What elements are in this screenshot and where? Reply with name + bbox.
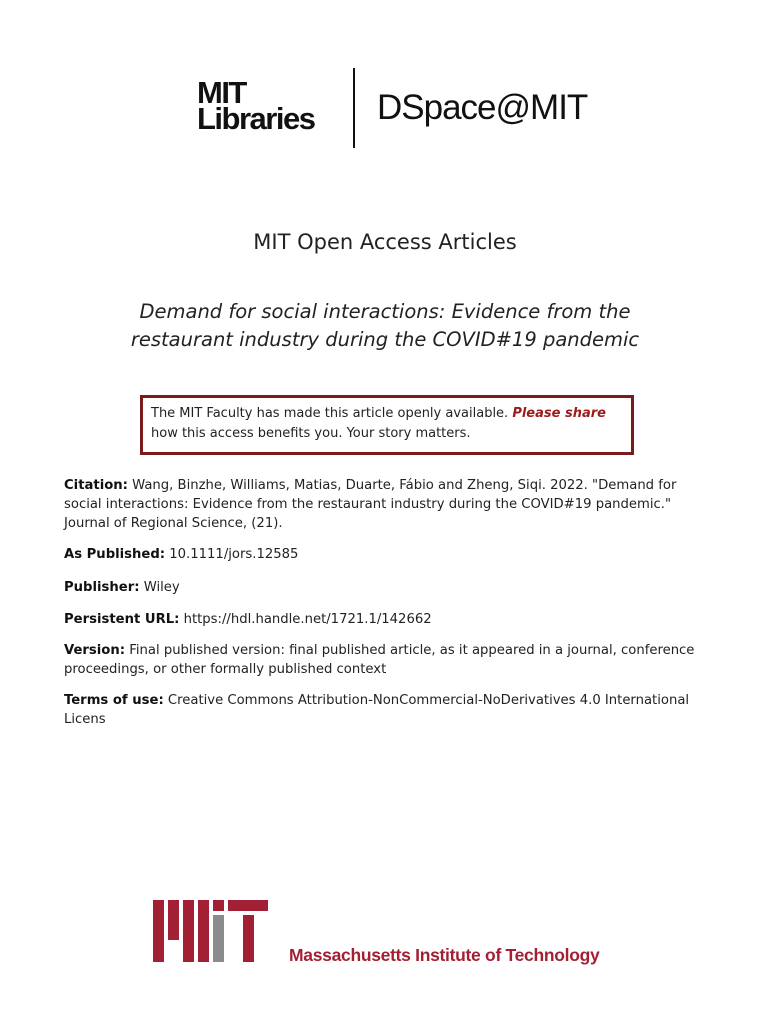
version-value: Final published version: final published article, as it appeared in a journal, conference proceedings, or other formally published context [64, 643, 695, 677]
logo-bar-m2 [168, 900, 179, 940]
logo-bar-t-top [228, 900, 268, 911]
dspace-logo: DSpace@MIT [377, 88, 588, 127]
citation [64, 476, 714, 533]
publisher [64, 578, 714, 597]
share-text-after: how this access benefits you. Your story matters. [151, 426, 471, 441]
article-title-line-2: restaurant industry during the COVID#19 pandemic [130, 328, 640, 351]
persistent-url [64, 610, 714, 629]
logo-bar-i [198, 900, 209, 962]
logo-bar-m3 [183, 900, 194, 962]
share-box [140, 395, 634, 455]
publisher-label: Publisher: [64, 580, 140, 595]
persistent-url-link[interactable]: https://hdl.handle.net/1721.1/142662 [183, 612, 432, 627]
publisher-value: Wiley [143, 580, 180, 595]
terms-of-use [64, 691, 714, 729]
logo-mit-text: MIT [197, 75, 246, 110]
logo-grey-bar [213, 915, 224, 962]
citation-value: Wang, Binzhe, Williams, Matias, Duarte, Fábio and Zheng, Siqi. 2022. "Demand for social interactions: Evidence from the restaurant industry during the COVID#19 pandemic." Journal of Regional Science, (21). [64, 478, 677, 531]
as-published-value: 10.1111/jors.12585 [169, 547, 299, 562]
persistent-url-label: Persistent URL: [64, 612, 180, 627]
logo-libraries-text: Libraries [197, 101, 315, 136]
version [64, 641, 714, 679]
logo-bar-m1 [153, 900, 164, 962]
share-text-before: The MIT Faculty has made this article openly available. [151, 406, 509, 421]
as-published [64, 545, 714, 564]
please-share-link[interactable]: Please share [512, 406, 606, 421]
terms-value: Creative Commons Attribution-NonCommercial-NoDerivatives 4.0 International Licens [64, 693, 690, 727]
logo-bar-dot [213, 900, 224, 911]
mit-footer-logo [153, 900, 623, 970]
citation-label: Citation: [64, 478, 128, 493]
institution-name: Massachusetts Institute of Technology [289, 945, 600, 965]
collection-title: MIT Open Access Articles [253, 230, 517, 254]
version-label: Version: [64, 643, 126, 658]
header-divider [353, 68, 355, 148]
mit-libraries-logo [197, 75, 315, 136]
header [197, 66, 617, 150]
as-published-label: As Published: [64, 547, 166, 562]
article-title-line-1: Demand for social interactions: Evidence from the [139, 300, 631, 323]
logo-bar-t-stem [243, 915, 254, 962]
terms-label: Terms of use: [64, 693, 164, 708]
article-title [120, 298, 650, 354]
